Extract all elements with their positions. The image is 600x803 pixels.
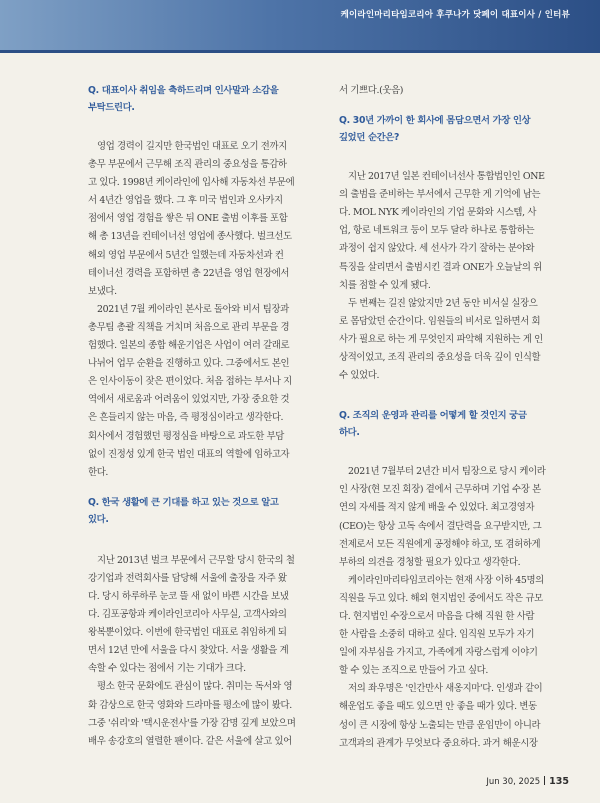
answer-4-p2-line: 일에 자부심을 가지고, 가족에게 자랑스럽게 이야기	[339, 647, 538, 659]
issue-date: Jun 30, 2025	[486, 777, 541, 787]
answer-1-p2-line: 회사에서 경험했던 평정심을 바탕으로 과도한 부담	[88, 430, 284, 442]
answer-1-p1-line: 해 총 13년을 컨테이너선 영업에 종사했다. 벌크선도	[88, 231, 292, 243]
question-4-line-2: 하다.	[339, 427, 360, 439]
continued-text-line: 서 기쁘다.(웃음)	[339, 85, 404, 96]
answer-2-p2-line: 배우 송강호의 열렬한 팬이다. 같은 서울에 살고 있어	[88, 735, 292, 747]
answer-1-p1-line: 영업 경력이 길지만 한국법인 대표로 오기 전까지	[97, 141, 287, 152]
answer-1-p1-line: 점에서 영업 경험을 쌓은 뒤 ONE 출범 이후를 포함	[88, 213, 288, 225]
answer-1-p2-line: 은 흔들리지 않는 마음, 즉 평정심이라고 생각한다.	[88, 412, 284, 424]
answer-2-p1-line: 강기업과 전력회사를 담당해 서울에 출장을 자주 왔	[88, 572, 287, 584]
answer-4-p2-line: 할 수 있는 조직으로 만들어 가고 싶다.	[339, 665, 489, 677]
answer-1-p1-line: 보냈다.	[88, 285, 117, 297]
answer-4-p3-line: 해운업도 좋을 때도 있으면 안 좋을 때가 있다. 변동	[339, 701, 537, 713]
answer-3-p2-line: 상적이었고, 조직 관리의 중요성을 더욱 깊이 인식할	[339, 352, 541, 364]
answer-4-p1-line: 부하의 의견을 경청할 필요가 있다고 생각한다.	[339, 556, 521, 568]
answer-3-p1-line: 다. MOL NYK 케이라인의 기업 문화와 시스템, 사	[339, 207, 537, 219]
answer-1-p1-line: 테이너선 경력을 포함하면 총 22년을 영업 현장에서	[88, 267, 290, 279]
answer-1-p1-line: 총무 부문에서 근무해 조직 관리의 중요성을 통감하	[88, 159, 287, 171]
answer-2-p2-line: 평소 한국 문화에도 관심이 많다. 취미는 독서와 영	[97, 681, 293, 693]
answer-3-p2-line: 수 있었다.	[339, 370, 380, 382]
answer-1-p1-line: 서 4년간 영업을 했다. 그 후 미국 법인과 오사카지	[88, 195, 283, 207]
answer-1-p2-line: 2021년 7월 케이라인 본사로 돌아와 비서 팀장과	[97, 303, 289, 315]
left-column	[88, 82, 323, 751]
answer-1-p2-line: 역에서 새로움과 어려움이 있었지만, 가장 중요한 것	[88, 394, 290, 406]
answer-3-p1-line: 특징을 살리면서 출범시킨 결과 ONE가 오늘날의 위	[339, 261, 542, 273]
answer-4-p1-line: 전제로서 모든 직원에게 공정해야 하고, 또 겸허하게	[339, 538, 541, 550]
answer-3-p1-line: 지난 2017년 일본 컨테이너선사 통합법인인 ONE	[348, 171, 545, 183]
header-rule	[0, 50, 600, 53]
header-banner	[0, 0, 600, 50]
answer-3-p1-line: 과정이 쉽지 않았다. 세 선사가 각기 잘하는 분야와	[339, 243, 535, 255]
answer-1-p2-line: 나뉘어 업무 순환을 진행하고 있다. 그중에서도 본인	[88, 358, 290, 370]
header-title: 케이라인마리타임코리아 후쿠나가 닷페이 대표이사 / 인터뷰	[340, 10, 570, 20]
answer-1-p2-line: 은 인사이동이 잦은 편이었다. 처음 접하는 부서나 지	[88, 376, 292, 388]
answer-1-p2-line: 총무팀 총괄 직책을 거치며 처음으로 관리 부문을 경	[88, 321, 290, 333]
answer-2-p1-line: 왕복뿐이었다. 이번에 한국법인 대표로 취임하게 되	[88, 627, 287, 639]
answer-1-p2-line: 한다.	[88, 466, 109, 478]
answer-4-p3-line: 고객과의 관계가 무엇보다 중요하다. 과거 해운시장	[339, 737, 538, 749]
answer-4-p2-line: 케이라인마리타임코리아는 현재 사장 이하 45명의	[348, 574, 544, 586]
answer-2-p1-line: 면서 12년 만에 서울을 다시 찾았다. 서울 생활을 계	[88, 645, 289, 657]
answer-3-p1-line: 치를 점할 수 있게 됐다.	[339, 279, 431, 291]
answer-1-p1-line: 고 있다. 1998년 케이라인에 입사해 자동차선 부문에	[88, 177, 295, 189]
answer-1-p1-line: 해외 영업 부문에서 5년간 일했는데 자동차선과 컨	[88, 249, 284, 261]
question-1-line-1: Q. 대표이사 취임을 축하드리며 인사말과 소감을	[88, 85, 279, 96]
question-2-line-2: 있다.	[88, 513, 109, 525]
page-footer	[486, 776, 569, 787]
answer-2-p2-line: 화 감상으로 한국 영화와 드라마를 평소에 많이 봤다.	[88, 699, 292, 711]
answer-4-p1-line: 연의 자세를 적지 않게 배울 수 있었다. 최고경영자	[339, 502, 535, 514]
answer-3-p2-line: 두 번째는 길진 않았지만 2년 동안 비서실 실장으	[348, 297, 538, 309]
answer-4-p3-line: 성이 큰 시장에 항상 노출되는 만큼 운임만이 아니라	[339, 719, 541, 731]
answer-2-p2-line: 그중 '쉬리'와 '택시운전사'를 가장 감명 깊게 보았으며	[88, 717, 296, 729]
answer-3-p1-line: 의 출범을 준비하는 부서에서 근무한 게 기억에 남는	[339, 189, 541, 201]
page-number: 135	[549, 776, 569, 787]
footer-divider	[544, 776, 545, 785]
answer-2-p1-line: 다. 당시 하루하루 눈코 뜰 새 없이 바쁜 시간을 보냈	[88, 590, 289, 602]
question-3-line-2: 깊었던 순간은?	[339, 132, 400, 144]
question-4-line-1: Q. 조직의 운영과 관리를 어떻게 할 것인지 궁금	[339, 410, 527, 422]
answer-2-p1-line: 다. 김포공항과 케이라인코리아 사무실, 고객사와의	[88, 609, 287, 621]
answer-1-p2-line: 없이 진정성 있게 한국 법인 대표의 역할에 임하고자	[88, 448, 290, 460]
answer-4-p3-line: 저의 좌우명은 '인간만사 새옹지마'다. 인생과 같이	[348, 683, 543, 695]
answer-2-p1-line: 속할 수 있다는 점에서 기는 기대가 크다.	[88, 663, 246, 675]
right-column	[339, 82, 574, 753]
question-3-line-1: Q. 30년 가까이 한 회사에 몸담으면서 가장 인상	[339, 115, 531, 127]
answer-3-p2-line: 사가 필요로 하는 게 무엇인지 파악해 지원하는 게 인	[339, 333, 543, 345]
answer-4-p2-line: 한 사람을 소중히 대하고 싶다. 임직원 모두가 자기	[339, 629, 535, 641]
answer-3-p1-line: 업, 항로 네트워크 등이 모두 달라 하나로 통합하는	[339, 225, 535, 237]
answer-4-p1-line: 인 사장(현 모진 회장) 곁에서 근무하며 기업 수장 본	[339, 484, 541, 496]
answer-4-p2-line: 직원을 두고 있다. 해외 현지법인 중에서도 작은 규모	[339, 592, 543, 604]
answer-3-p2-line: 로 몸담았던 순간이다. 임원들의 비서로 일하면서 회	[339, 315, 541, 327]
question-2-line-1: Q. 한국 생활에 큰 기대를 하고 있는 것으로 알고	[88, 496, 279, 508]
answer-4-p1-line: 2021년 7월부터 2년간 비서 팀장으로 당시 케이라	[348, 466, 546, 478]
answer-4-p1-line: (CEO)는 항상 고독 속에서 결단력을 요구받지만, 그	[339, 520, 542, 532]
answer-4-p2-line: 다. 현지법인 수장으로서 마음을 다해 직원 한 사람	[339, 610, 535, 622]
question-1-line-2: 부탁드린다.	[88, 102, 135, 113]
answer-1-p2-line: 험했다. 일본의 종합 해운기업은 사업이 여러 갈래로	[88, 340, 290, 352]
answer-2-p1-line: 지난 2013년 벌크 부문에서 근무할 당시 한국의 철	[97, 554, 295, 566]
